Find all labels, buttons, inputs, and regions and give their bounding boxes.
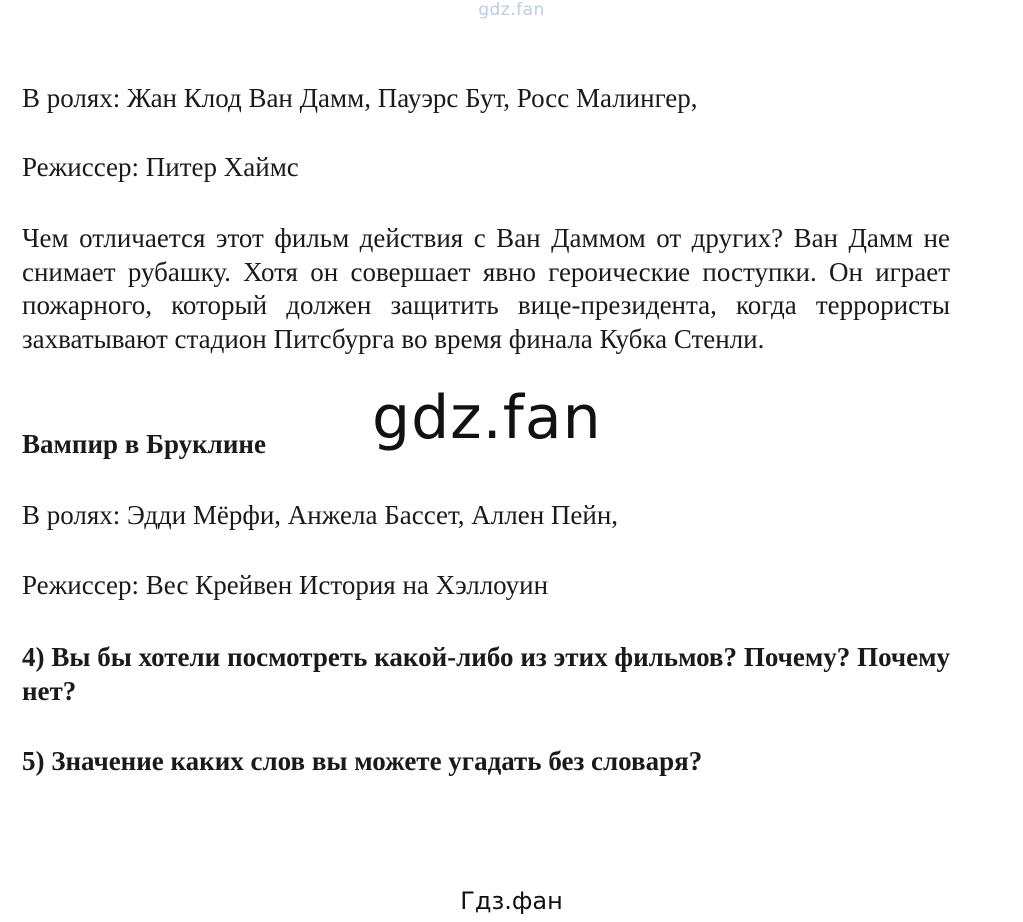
description-paragraph-1: Чем отличается этот фильм действия с Ван Даммом от других? Ван Дамм не снимает рубашку. Хотя он совершает явно героические поступки. Он играет пожарного, который должен защитить вице-президента, когда террористы захватывают стадион Питсбурга во время финала Кубка Стенли. [22, 223, 950, 354]
watermark-top: gdz.fan [478, 0, 545, 20]
director-line-1: Режиссер: Питер Хаймс [22, 152, 299, 182]
cast-line-2: В ролях: Эдди Мёрфи, Анжела Бассет, Аллен Пейн, [22, 500, 619, 530]
watermark-bottom: Гдз.фан [460, 887, 563, 915]
film-title-2: Вампир в Бруклине [22, 429, 266, 459]
director-line-2: Режиссер: Вес Крейвен История на Хэллоуин [22, 570, 549, 600]
watermark-center: gdz.fan [372, 383, 602, 453]
question-4: 4) Вы бы хотели посмотреть какой-либо из этих фильмов? Почему? Почему нет? [22, 642, 950, 706]
cast-line-1: В ролях: Жан Клод Ван Дамм, Пауэрс Бут, Росс Малингер, [22, 83, 698, 113]
question-5: 5) Значение каких слов вы можете угадать без словаря? [22, 746, 703, 776]
